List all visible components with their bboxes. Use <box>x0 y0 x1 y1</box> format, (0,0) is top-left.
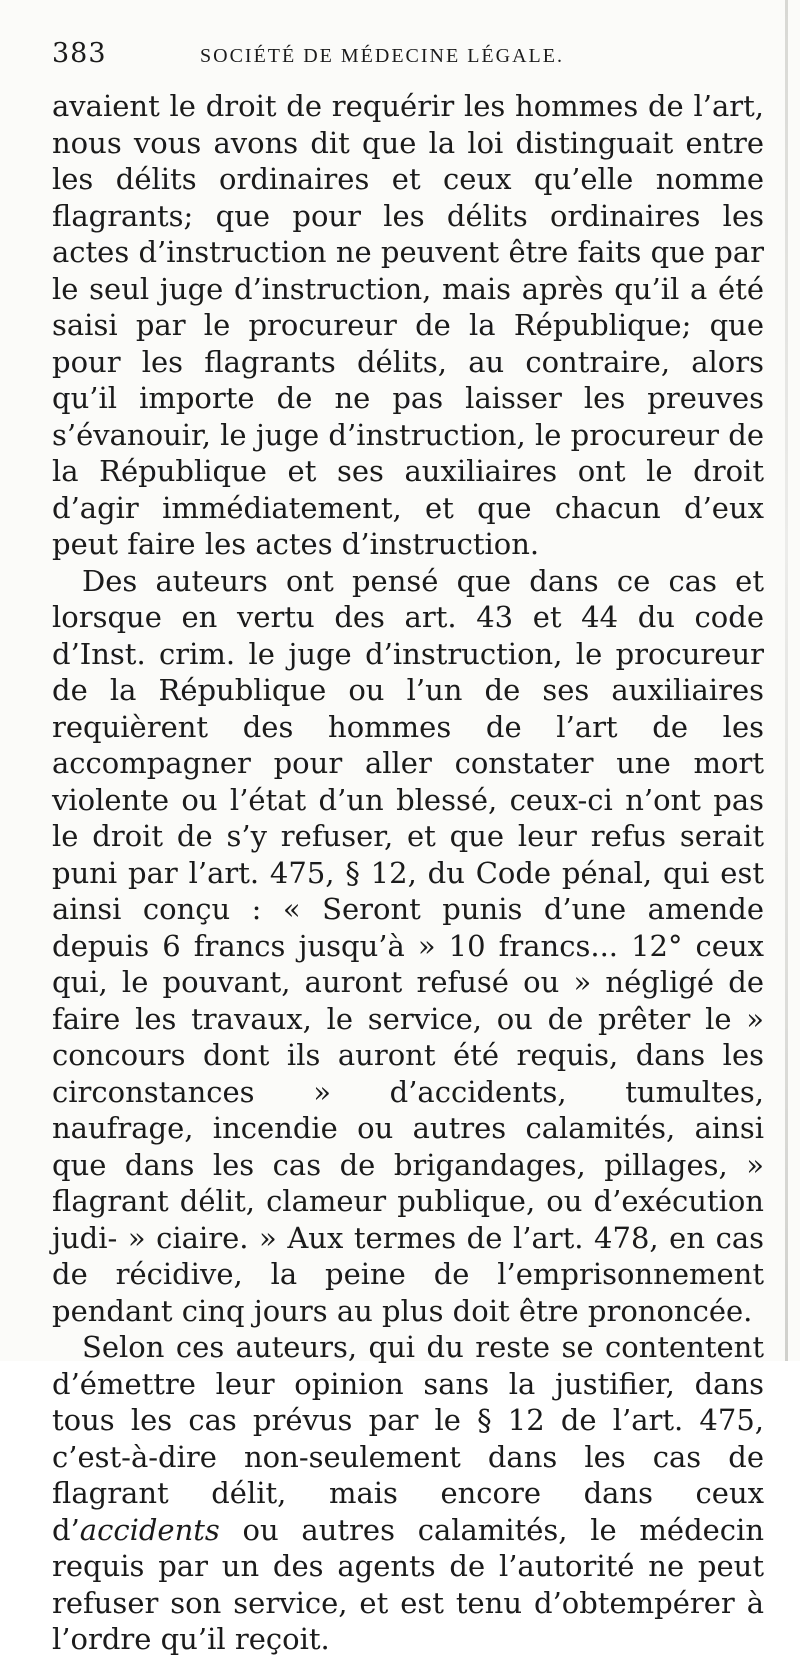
page-body <box>52 88 764 1658</box>
paragraph-3-italic: accidents <box>79 1512 220 1547</box>
paragraph-3-text-b: ou autres calamités, le médecin requis par un des agents de l’autorité ne peut refuser son service, et est tenu d’obtempérer à l’ordre qu’il reçoit. <box>52 1512 764 1656</box>
running-title: SOCIÉTÉ DE MÉDECINE LÉGALE. <box>200 45 564 67</box>
paragraph-3 <box>52 1329 764 1658</box>
paragraph-3-text-a: Selon ces auteurs, qui du reste se contentent d’émettre leur opinion sans la justifier, dans tous les cas prévus par le § 12 de l’art. 475, c’est-à-dire non-seulement dans les cas de flagrant délit, mais encore dans ceux d’ <box>52 1330 764 1547</box>
paragraph-1: avaient le droit de requérir les hommes de l’art, nous vous avons dit que la loi distinguait entre les délits ordinaires et ceux qu’elle nomme flagrants; que pour les délits ordinaires les actes d’instruction ne peuvent être faits que par le seul juge d’instruction, mais après qu’il a été saisi par le procureur de la République; que pour les flagrants délits, au contraire, alors qu’il importe de ne pas laisser les preuves s’évanouir, le juge d’instruction, le procureur de la République et ses auxiliaires ont le droit d’agir immédiatement, et que chacun d’eux peut faire les actes d’instruction. <box>52 89 764 561</box>
paragraph-2: Des auteurs ont pensé que dans ce cas et lorsque en vertu des art. 43 et 44 du code d’Inst. crim. le juge d’instruction, le procureur de la République ou l’un de ses auxiliaires requièrent des hommes de l’art de les accompagner pour aller constater une mort violente ou l’état d’un blessé, ceux-ci n’ont pas le droit de s’y refuser, et que leur refus serait puni par l’art. 475, § 12, du Code pénal, qui est ainsi conçu : « Seront punis d’une amende depuis 6 francs jusqu’à » 10 francs... 12° ceux qui, le pouvant, auront refusé ou » négligé de faire les travaux, le service, ou de prêter le » concours dont ils auront été requis, dans les circonstances » d’accidents, tumultes, naufrage, incendie ou autres calamités, ainsi que dans les cas de brigandages, pillages, » flagrant délit, clameur publique, ou d’exécution judi- » ciaire. » Aux termes de l’art. 478, en cas de récidive, la peine de l’emprisonnement pendant cinq jours au plus doit être prononcée. <box>52 563 764 1328</box>
page-number: 383 <box>52 38 107 69</box>
page-header <box>52 38 766 84</box>
page-edge-shadow <box>785 0 788 1361</box>
